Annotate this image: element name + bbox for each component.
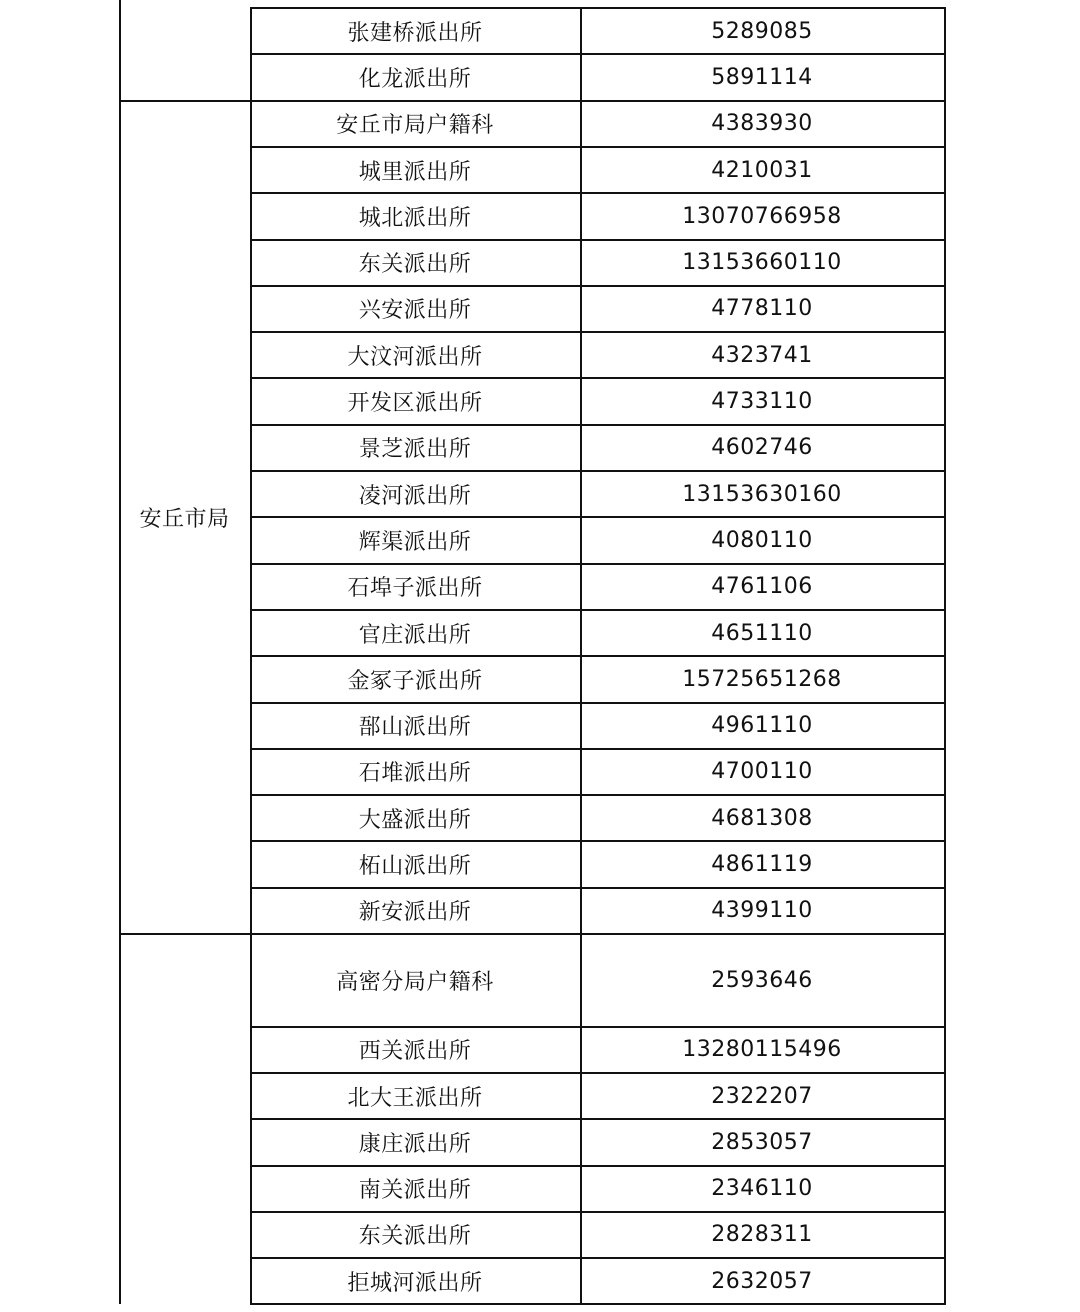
unit-name-cell: 大汶河派出所: [347, 344, 483, 370]
unit-name-cell: 城北派出所: [358, 205, 472, 231]
unit-name-cell: 高密分局户籍科: [336, 969, 494, 995]
unit-name-cell: 拒城河派出所: [347, 1270, 483, 1296]
unit-name-cell: 郚山派出所: [358, 715, 472, 741]
unit-name-cell: 兴安派出所: [358, 298, 472, 324]
column-border: [580, 7, 582, 1304]
unit-name-cell: 开发区派出所: [347, 391, 483, 417]
phone-number-cell: 2593646: [711, 967, 813, 993]
phone-number-cell: 13153630160: [682, 481, 842, 507]
unit-name-cell: 东关派出所: [358, 1224, 472, 1250]
unit-name-cell: 凌河派出所: [358, 483, 472, 509]
table-right-border: [944, 7, 946, 1304]
phone-number-cell: 2322207: [711, 1083, 813, 1109]
table-left-border: [119, 0, 121, 1304]
phone-number-cell: 2632057: [711, 1268, 813, 1294]
column-border: [250, 7, 252, 1304]
unit-name-cell: 北大王派出所: [347, 1085, 483, 1111]
phone-number-cell: 2346110: [711, 1176, 813, 1202]
unit-name-cell: 官庄派出所: [358, 622, 472, 648]
unit-name-cell: 张建桥派出所: [347, 20, 483, 46]
phone-number-cell: 4323741: [711, 342, 813, 368]
unit-name-cell: 南关派出所: [358, 1178, 472, 1204]
group-name-cell: 安丘市局: [139, 506, 230, 532]
phone-number-cell: 4681308: [711, 805, 813, 831]
phone-number-cell: 4210031: [711, 157, 813, 183]
phone-number-cell: 13070766958: [682, 203, 842, 229]
group-border: [119, 100, 252, 102]
unit-name-cell: 景芝派出所: [358, 437, 472, 463]
unit-name-cell: 新安派出所: [358, 900, 472, 926]
unit-name-cell: 石埠子派出所: [347, 576, 483, 602]
group-border: [119, 933, 252, 935]
phone-number-cell: 4651110: [711, 620, 813, 646]
unit-name-cell: 柘山派出所: [358, 854, 472, 880]
phone-number-cell: 4080110: [711, 527, 813, 553]
unit-name-cell: 东关派出所: [358, 252, 472, 278]
phone-number-cell: 13153660110: [682, 250, 842, 276]
unit-name-cell: 金冢子派出所: [347, 668, 483, 694]
unit-name-cell: 城里派出所: [358, 159, 472, 185]
phone-number-cell: 2853057: [711, 1129, 813, 1155]
unit-name-cell: 安丘市局户籍科: [336, 113, 494, 139]
unit-name-cell: 大盛派出所: [358, 807, 472, 833]
phone-number-cell: 4861119: [711, 852, 813, 878]
phone-number-cell: 5891114: [711, 64, 813, 90]
unit-name-cell: 石堆派出所: [358, 761, 472, 787]
phone-number-cell: 4399110: [711, 898, 813, 924]
unit-name-cell: 西关派出所: [358, 1039, 472, 1065]
phone-number-cell: 4602746: [711, 435, 813, 461]
phone-number-cell: 4700110: [711, 759, 813, 785]
phone-number-cell: 13280115496: [682, 1037, 842, 1063]
row-border: [250, 1303, 946, 1305]
phone-number-cell: 4761106: [711, 574, 813, 600]
phone-number-cell: 2828311: [711, 1222, 813, 1248]
unit-name-cell: 康庄派出所: [358, 1131, 472, 1157]
phone-number-cell: 5289085: [711, 18, 813, 44]
phone-number-cell: 4961110: [711, 713, 813, 739]
unit-name-cell: 辉渠派出所: [358, 529, 472, 555]
unit-name-cell: 化龙派出所: [358, 66, 472, 92]
phone-number-cell: 15725651268: [682, 666, 842, 692]
phone-number-cell: 4778110: [711, 296, 813, 322]
phone-number-cell: 4733110: [711, 389, 813, 415]
phone-number-cell: 4383930: [711, 111, 813, 137]
